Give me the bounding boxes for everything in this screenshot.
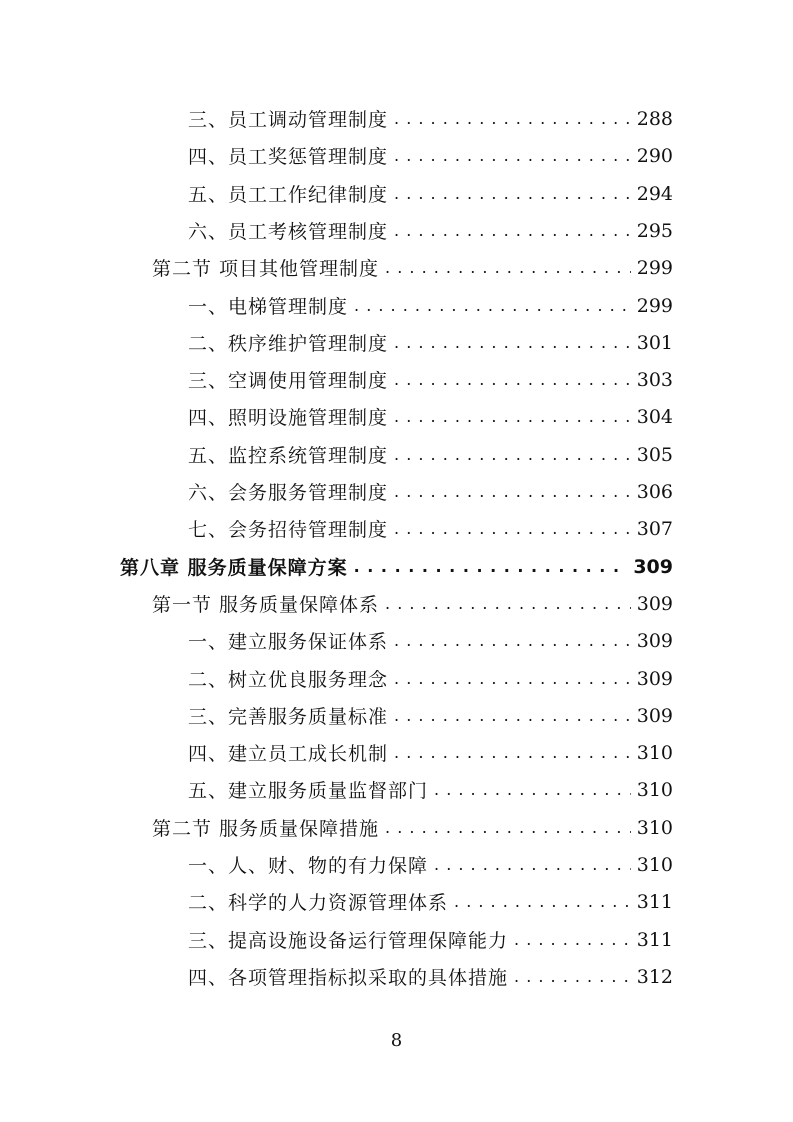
toc-entry-title: 三、完善服务质量标准 xyxy=(188,706,389,728)
toc-entry-page: 312 xyxy=(636,965,673,988)
toc-entry-page: 309 xyxy=(633,555,673,578)
dot-leader xyxy=(354,557,628,576)
toc-entry-title: 一、电梯管理制度 xyxy=(188,296,349,318)
toc-entry-page: 290 xyxy=(636,144,673,167)
toc-entry[interactable] xyxy=(188,622,673,659)
dot-leader xyxy=(394,109,631,128)
toc-entry-title: 四、各项管理指标拟采取的具体措施 xyxy=(188,967,509,989)
dot-leader xyxy=(514,930,631,949)
dot-leader xyxy=(385,258,631,277)
toc-entry-title: 二、树立优良服务理念 xyxy=(188,669,389,691)
toc-entry[interactable] xyxy=(188,287,673,324)
toc-entry-page: 306 xyxy=(636,480,673,503)
toc-entry-page: 310 xyxy=(636,853,673,876)
toc-entry-page: 294 xyxy=(636,182,673,205)
toc-entry-page: 299 xyxy=(636,294,673,317)
toc-entry-title: 第二节 项目其他管理制度 xyxy=(152,258,380,280)
dot-leader xyxy=(354,296,631,315)
toc-entry[interactable] xyxy=(152,585,673,622)
toc-entry[interactable] xyxy=(188,921,673,958)
toc-entry-page: 311 xyxy=(636,890,673,913)
toc-entry-title: 五、监控系统管理制度 xyxy=(188,445,389,467)
toc-entry-page: 301 xyxy=(636,331,673,354)
toc-entry[interactable] xyxy=(152,809,673,846)
toc-entry-title: 三、空调使用管理制度 xyxy=(188,370,389,392)
toc-entry-title: 五、建立服务质量监督部门 xyxy=(188,780,429,802)
toc-entry[interactable] xyxy=(188,473,673,510)
toc-entry-title: 二、秩序维护管理制度 xyxy=(188,333,389,355)
toc-entry-title: 五、员工工作纪律制度 xyxy=(188,184,389,206)
toc-entry-page: 304 xyxy=(636,405,673,428)
toc-entry-page: 310 xyxy=(636,741,673,764)
toc-entry[interactable] xyxy=(120,548,673,585)
toc-entry-title: 第八章 服务质量保障方案 xyxy=(120,557,348,579)
dot-leader xyxy=(394,221,631,240)
toc-entry[interactable] xyxy=(188,175,673,212)
dot-leader xyxy=(434,780,631,799)
dot-leader xyxy=(385,818,631,837)
toc-entry[interactable] xyxy=(188,398,673,435)
dot-leader xyxy=(394,184,631,203)
toc-entry[interactable] xyxy=(188,660,673,697)
toc-entry-title: 第二节 服务质量保障措施 xyxy=(152,818,380,840)
dot-leader xyxy=(394,519,631,538)
toc-entry[interactable] xyxy=(188,734,673,771)
toc-entry-title: 三、员工调动管理制度 xyxy=(188,109,389,131)
toc-entry-title: 一、建立服务保证体系 xyxy=(188,631,389,653)
toc-entry[interactable] xyxy=(188,436,673,473)
dot-leader xyxy=(394,669,631,688)
toc-entry-title: 第一节 服务质量保障体系 xyxy=(152,594,380,616)
toc-entry-page: 310 xyxy=(636,816,673,839)
toc-entry-title: 一、人、财、物的有力保障 xyxy=(188,855,429,877)
dot-leader xyxy=(394,407,631,426)
toc-entry[interactable] xyxy=(152,249,673,286)
toc-entry[interactable] xyxy=(188,883,673,920)
toc-entry[interactable] xyxy=(188,324,673,361)
dot-leader xyxy=(394,482,631,501)
dot-leader xyxy=(394,743,631,762)
dot-leader xyxy=(394,370,631,389)
toc-entry-title: 四、员工奖惩管理制度 xyxy=(188,146,389,168)
toc-entry-page: 295 xyxy=(636,219,673,242)
toc-entry[interactable] xyxy=(188,846,673,883)
toc-entry[interactable] xyxy=(188,958,673,995)
toc-entry-title: 四、照明设施管理制度 xyxy=(188,407,389,429)
toc-entry-page: 309 xyxy=(636,592,673,615)
toc-entry-page: 288 xyxy=(636,107,673,130)
dot-leader xyxy=(394,445,631,464)
toc-entry-title: 三、提高设施设备运行管理保障能力 xyxy=(188,930,509,952)
toc-entry-page: 307 xyxy=(636,517,673,540)
dot-leader xyxy=(434,855,631,874)
toc-entry[interactable] xyxy=(188,137,673,174)
toc-entry[interactable] xyxy=(188,212,673,249)
toc-entry[interactable] xyxy=(188,361,673,398)
toc-entry-page: 309 xyxy=(636,704,673,727)
toc-entry-page: 309 xyxy=(636,667,673,690)
toc-entry-title: 二、科学的人力资源管理体系 xyxy=(188,892,449,914)
dot-leader xyxy=(394,146,631,165)
toc-entry-title: 六、会务服务管理制度 xyxy=(188,482,389,504)
page-number: 8 xyxy=(390,1030,403,1051)
dot-leader xyxy=(394,706,631,725)
toc-entry-page: 305 xyxy=(636,443,673,466)
toc-entry-title: 六、员工考核管理制度 xyxy=(188,221,389,243)
toc-entry-title: 七、会务招待管理制度 xyxy=(188,519,389,541)
toc-entry[interactable] xyxy=(188,100,673,137)
dot-leader xyxy=(394,333,631,352)
toc-entry-page: 299 xyxy=(636,256,673,279)
toc-entry[interactable] xyxy=(188,510,673,547)
dot-leader xyxy=(394,631,631,650)
toc-entry[interactable] xyxy=(188,771,673,808)
toc-entry-page: 303 xyxy=(636,368,673,391)
dot-leader xyxy=(385,594,631,613)
toc-entry[interactable] xyxy=(188,697,673,734)
toc-entry-page: 309 xyxy=(636,629,673,652)
dot-leader xyxy=(454,892,631,911)
toc-entry-page: 310 xyxy=(636,778,673,801)
dot-leader xyxy=(514,967,631,986)
toc-entry-page: 311 xyxy=(636,928,673,951)
toc-entry-title: 四、建立员工成长机制 xyxy=(188,743,389,765)
